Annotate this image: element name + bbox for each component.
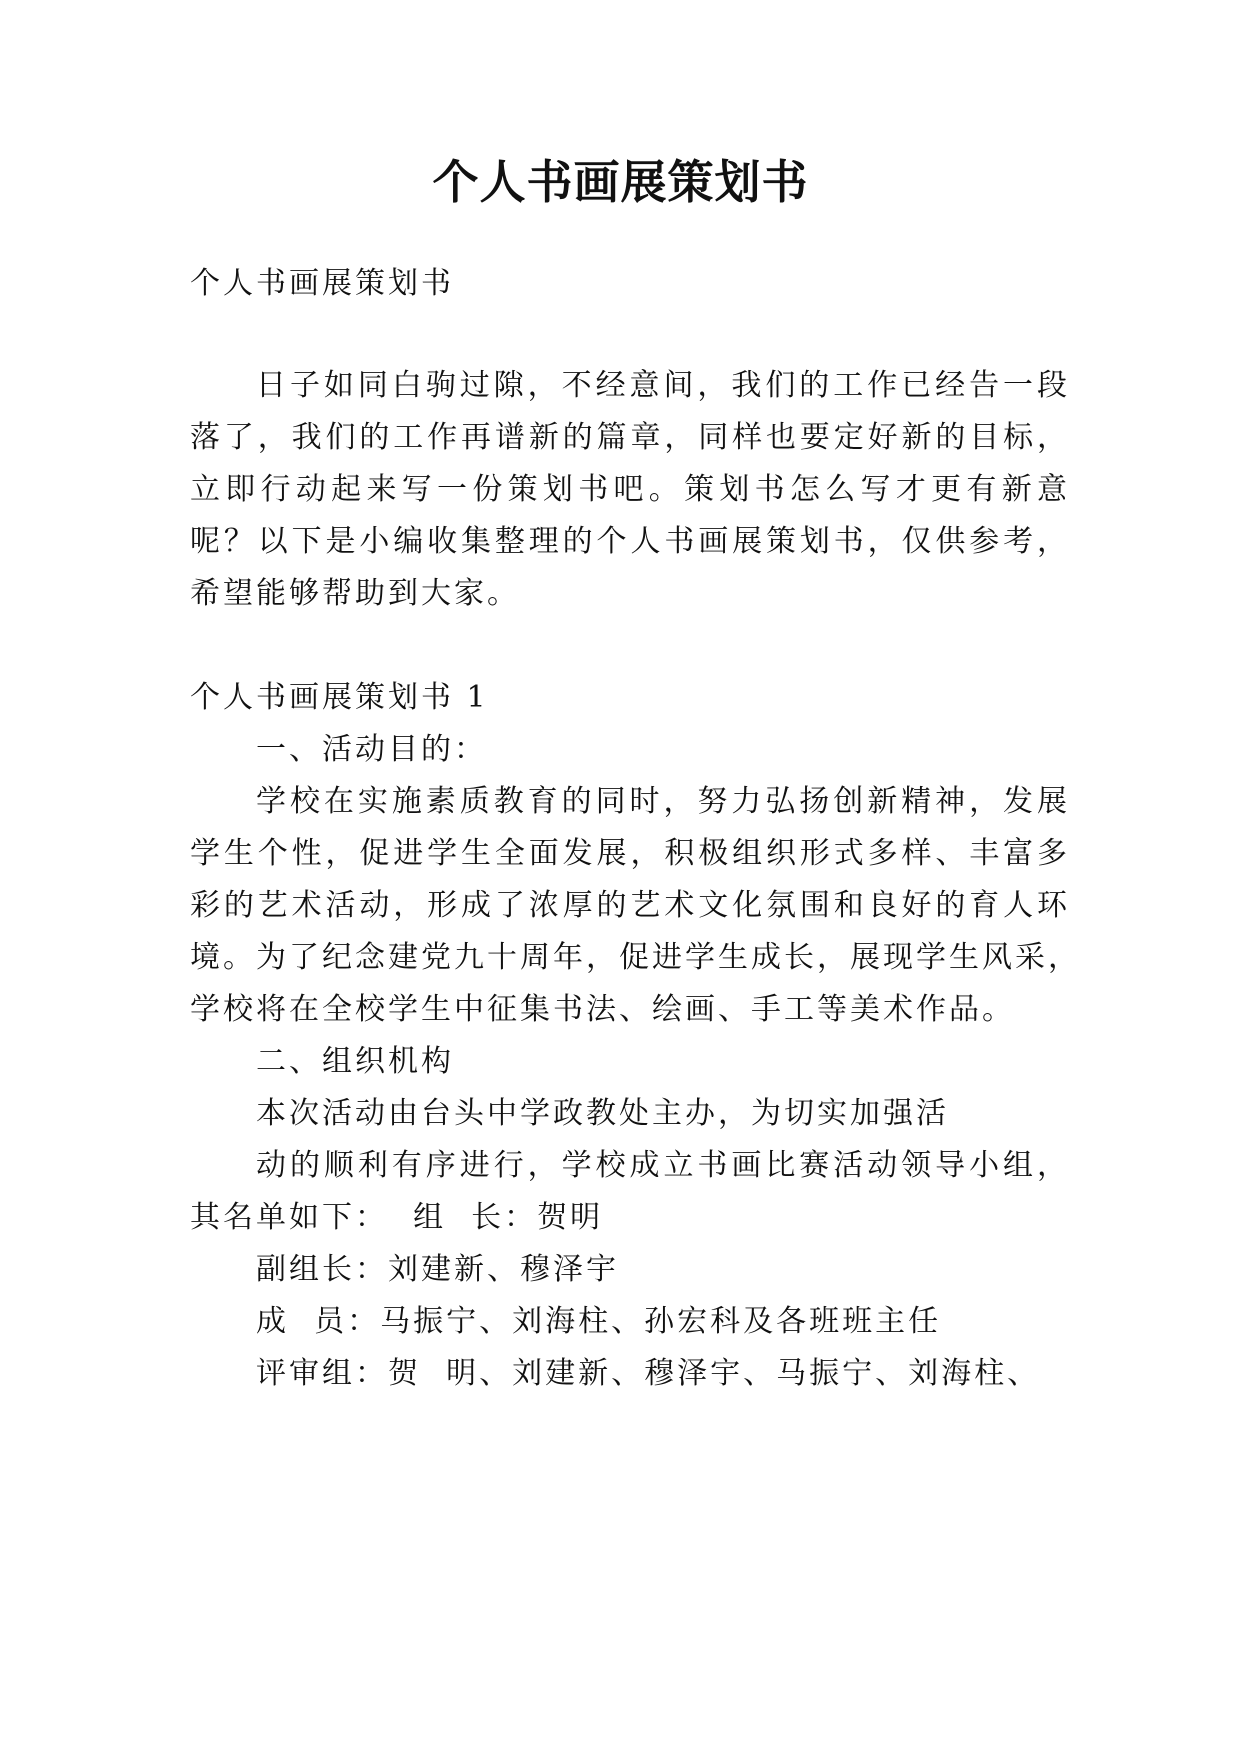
judges-line: 评审组：贺 明、刘建新、穆泽宇、马振宁、刘海柱、 [256,1356,1041,1391]
part2-heading: 二、组织机构 [256,1044,454,1079]
intro-line-5: 希望能够帮助到大家。 [190,576,520,611]
part2-line-1: 本次活动由台头中学政教处主办，为切实加强活 [256,1096,949,1131]
vice-leader-line: 副组长：刘建新、穆泽宇 [256,1252,619,1287]
intro-line-2: 落了，我们的工作再谱新的篇章，同样也要定好新的目标， [190,420,1070,455]
document-title: 个人书画展策划书 [432,155,809,209]
leader-line: 其名单如下： 组 长：贺明 [190,1200,604,1235]
part1-line-1: 学校在实施素质教育的同时，努力弘扬创新精神，发展 [256,784,1070,819]
intro-line-4: 呢？以下是小编收集整理的个人书画展策划书，仅供参考， [190,524,1070,559]
part1-line-2: 学生个性，促进学生全面发展，积极组织形式多样、丰富多 [190,836,1070,871]
part1-line-5: 学校将在全校学生中征集书法、绘画、手工等美术作品。 [190,992,1015,1027]
part1-line-3: 彩的艺术活动，形成了浓厚的艺术文化氛围和良好的育人环 [190,888,1070,923]
part2-line-2: 动的顺利有序进行，学校成立书画比赛活动领导小组， [256,1148,1070,1183]
section-heading: 个人书画展策划书 1 [190,680,489,715]
document-subtitle: 个人书画展策划书 [190,266,454,301]
intro-line-3: 立即行动起来写一份策划书吧。策划书怎么写才更有新意 [190,472,1070,507]
members-line: 成 员：马振宁、刘海柱、孙宏科及各班班主任 [256,1304,942,1339]
intro-line-1: 日子如同白驹过隙，不经意间，我们的工作已经告一段 [256,368,1070,403]
part1-line-4: 境。为了纪念建党九十周年，促进学生成长，展现学生风采， [190,940,1081,975]
part1-heading: 一、活动目的： [256,732,487,767]
